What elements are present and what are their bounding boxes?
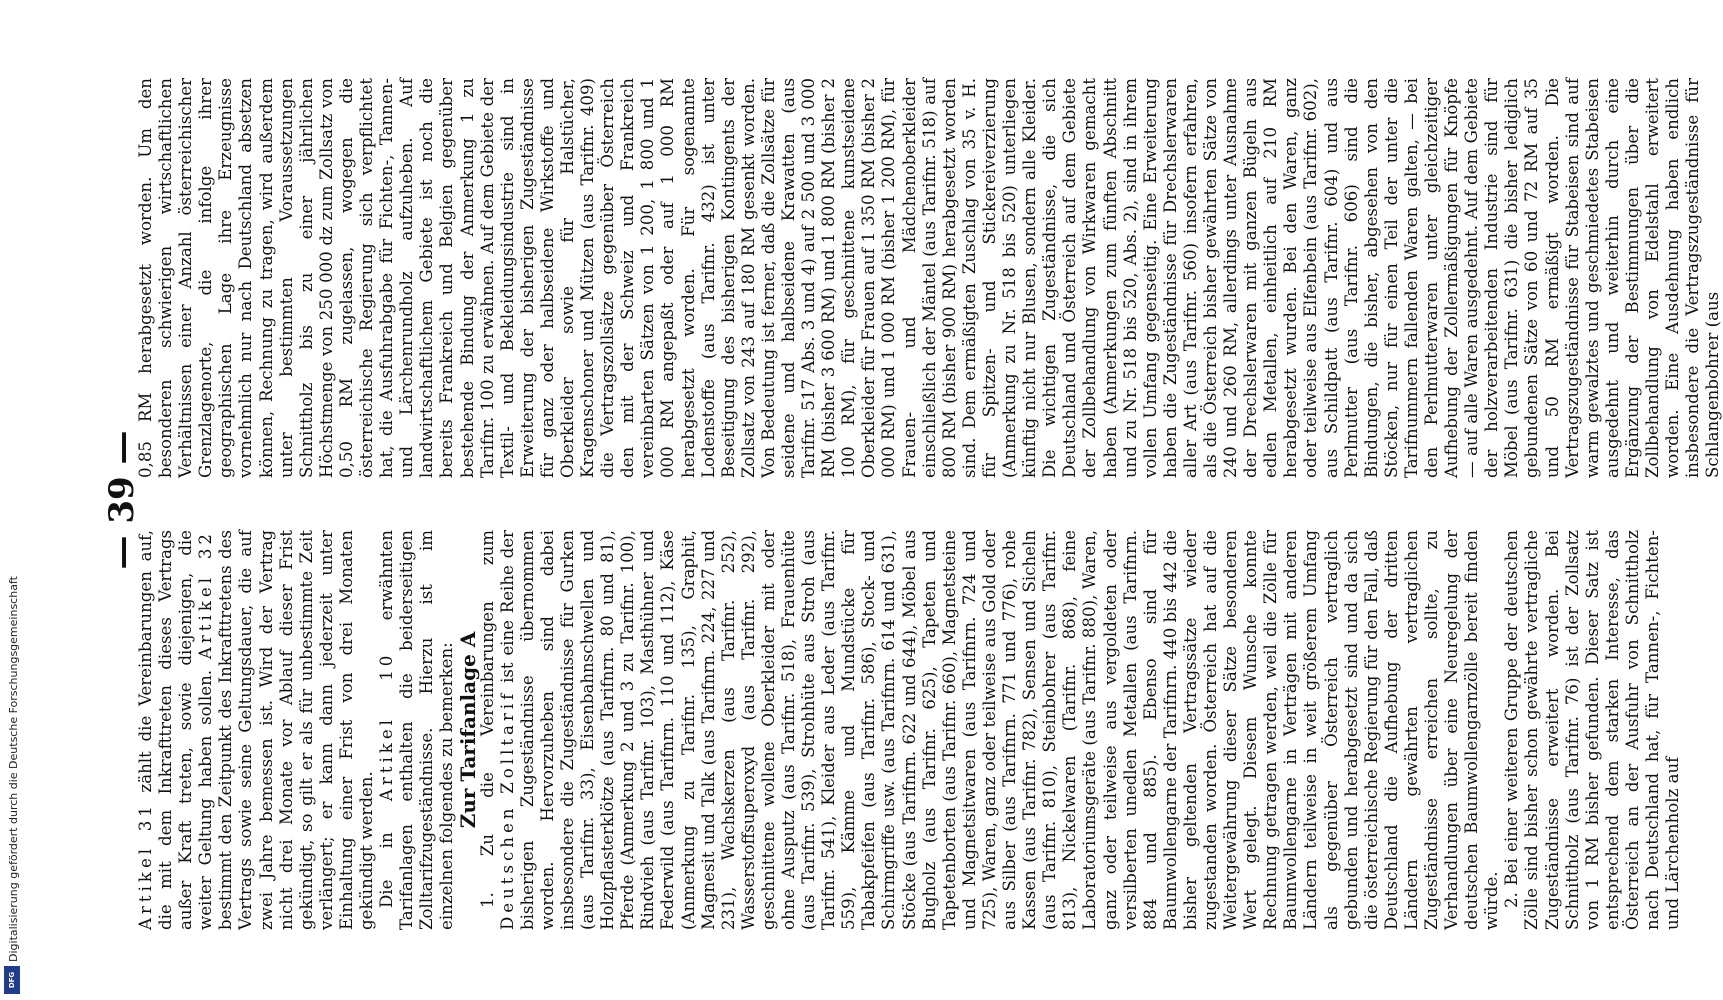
article-10-ref: Artikel 10 — [377, 651, 397, 802]
paragraph-continuation: 0,85 RM herabgesetzt worden. Um den besonderen schwierigen wirtschaftlichen Verhältnissen einer Anzahl österreichischer Grenzlagenorte, die infolge ihrer geographischen Lage ihre Erzeugnisse vornehmlich nur nach Deutschland absetzen können, Rechnung zu tragen, wird außerdem unter bestimmten Voraussetzungen Schnittholz bis zu einer jährlichen Höchstmenge von 250 000 dz zum Zollsatz von 0,50 RM zugelassen, wogegen die österreichische Regierung sich verpflichtet hat, die Ausfuhrabgabe für Fichten-, Tannen- und Lärchenrundholz aufzuheben. Auf landwirtschaftlichem Gebiete ist noch die bereits Frankreich und Belgien gegenüber bestehende Bindung der Anmerkung 1 zu Tarifnr. 100 zu erwähnen. Auf dem Gebiete der Textil- und Bekleidungsindustrie sind in Erweiterung der bisherigen Zugeständnisse für ganz oder halbseidene Wirkstoffe und Oberkleider sowie für Halstücher, Kragenschoner und Mützen (aus Tarifnr. 409) die Vertragszollsätze gegenüber Österreich den mit der Schweiz und Frankreich vereinbarten Sätzen von 1 200, 1 800 und 1 000 RM angepaßt oder auf 1 000 RM herabgesetzt worden. Für sogenannte Lodenstoffe (aus Tarifnr. 432) ist unter Beseitigung des bisherigen Kontingents der Zollsatz von 243 auf 180 RM gesenkt worden. Von Bedeutung ist ferner, daß die Zollsätze für seidene und halbseidene Krawatten (aus Tarifnr. 517 Abs. 3 und 4) auf 2 500 und 3 000 RM (bisher 3 600 RM) und 1 800 RM (bisher 2 100 RM), für geschnittene kunstseidene Oberkleider für Frauen auf 1 350 RM (bisher 2 000 RM) und 1 000 RM (bisher 1 200 RM), für Frauen- und Mädchenoberkleider einschließlich der Mäntel (aus Tarifnr. 518) auf 800 RM (bisher 900 RM) herabgesetzt worden sind. Dem ermäßigten Zuschlag von 35 v. H. für Spitzen- und Stickereiverzierung (Anmerkung zu Nr. 518 bis 520) unterliegen künftig nicht nur Blusen, sondern alle Kleider. Die wichtigen Zugeständnisse, die sich Deutschland und Österreich auf dem Gebiete der Zollbehandlung von Wirkwaren gemacht haben (Anmerkungen zum fünften Abschnitt und zu Nr. 518 bis 520, Abs. 2), sind in ihrem vollen Umfang gegenseitig. Eine Erweiterung haben die Zugeständnisse für Drechslerwaren aller Art (aus Tarifnr. 560) insofern erfahren, als die Österreich bisher gewährten Sätze von 240 und 260 RM, allerdings unter Ausnahme der Drechslerwaren mit ganzen Bügeln aus edlen Metallen, einheitlich auf 210 RM herabgesetzt wurden. Bei den Waren, ganz oder teilweise aus Elfenbein (aus Tarifnr. 602), aus Schildpatt (aus Tarifnr. 604) und aus Perlmutter (aus Tarifnr. 606) sind die Bindungen, die bisher, abgesehen von den Stöcken, nur für einen Teil der unter die Tarifnummern fallenden Waren galten, — bei den Perlmutterwaren unter gleichzeitiger Aufhebung der Zollermäßigungen für Knöpfe — auf alle Waren ausgedehnt. Auf dem Gebiete der holzverarbeitenden Industrie sind für Möbel (aus Tarifnr. 631) die bisher lediglich gebundenen Sätze von 60 und 72 RM auf 35 und 50 RM ermäßigt worden. Die Vertragszugeständnisse für Stabeisen sind auf warm gewalztes und geschmiedetes Stabeisen ausgedehnt und weiterhin durch eine Ergänzung der Bestimmungen über die Zollbehandlung von Edelstahl erweitert worden. Eine Ausdehnung haben endlich insbesondere die Vertragszugeständnisse für Schlangenbohrer (aus — [136, 78, 1723, 478]
logo-text: DFG — [8, 971, 16, 989]
section-heading: Zur Tarifanlage A — [455, 631, 480, 829]
right-column — [136, 78, 1723, 478]
paragraph-text: bestimmt den Zeitpunkt des Inkrafttretens des Vertrags sowie seine Geltungsdauer, die auf zwei Jahre bemessen ist. Wird der Vertrag nicht drei Monate vor Ablauf dieser Frist gekündigt, so gilt er als für unbestimmte Zeit verlängert; er kann dann jederzeit unter Einhaltung einer Frist von drei Monaten gekündigt werden. — [216, 530, 377, 930]
paragraph-text: zählt die Vereinbarungen auf, die mit dem Inkrafttreten dieses Vertrags außer Kraft treten, sowie diejenigen, die weiter Geltung haben sollen. — [136, 529, 216, 930]
paragraph-text: Die in — [377, 801, 397, 908]
footer-credit: Digitalisierung gefördert durch die Deutsche Forschungsgemeinschaft — [7, 576, 20, 962]
page-number: — 39 — — [102, 430, 142, 570]
dfg-logo-icon — [4, 966, 20, 994]
paragraph-text: 1. Zu die Vereinbarungen zum — [477, 530, 497, 908]
paragraph-text: ist eine Reihe der bisherigen Zugeständnisse übernommen worden. Hervorzuheben sind dabei insbesondere die Zugeständnisse für Gurken (aus Tarifnr. 33), Eisenbahnschwellen und Holzpflasterklötze (aus Tarifnrn. 80 und 81), Pferde (Anmerkung 2 und 3 zu Tarifnr. 100), Rindvieh (aus Tarifnr. 103), Masthühner und Federwild (aus Tarifnrn. 110 und 112), Käse (Anmerkung zu Tarifnr. 135), Graphit, Magnesit und Talk (aus Tarifnrn. 224, 227 und 231), Wachskerzen (aus Tarifnr. 252), Wasserstoffsuperoxyd (aus Tarifnr. 292), geschnittene wollene Oberkleider mit oder ohne Ausputz (aus Tarifnr. 518), Frauenhüte (aus Tarifnr. 539), Strohhüte aus Stroh (aus Tarifnr. 541), Kleider aus Leder (aus Tarifnr. 559), Kämme und Mundstücke für Tabakpfeifen (aus Tarifnr. 586), Stock- und Schirmgriffe usw. (aus Tarifnrn. 614 und 631), Stöcke (aus Tarifnrn. 622 und 644), Möbel aus Bugholz (aus Tarifnr. 625), Tapeten und Tapetenborten (aus Tarifnr. 660), Magnetsteine und Magnetsitwaren (aus Tarifnrn. 724 und 725), Waren, ganz oder teilweise aus Gold oder aus Silber (aus Tarifnrn. 771 und 776), rohe Kassen (aus Tarifnr. 782), Sensen und Sicheln (aus Tarifnr. 810), Steinbohrer (aus Tarifnr. 813), Nickelwaren (Tarifnr. 868), feine Laboratoriumsgeräte (aus Tarifnr. 880), Waren, ganz oder teilweise aus vergoldeten oder versilberten unedlen Metallen (aus Tarifnrn. 884 und 885). Ebenso sind für Baumwollengarne der Tarifnrn. 440 bis 442 die bisher geltenden Vertragssätze wieder zugestanden worden. Österreich hat auf die Weitergewährung dieser Sätze besonderen Wert gelegt. Diesem Wunsche konnte Rechnung getragen werden, weil die Zölle für Baumwollengarne in Verträgen mit anderen Ländern teilweise in weit größerem Umfang als gegenüber Österreich vertraglich gebunden und herabgesetzt sind und da sich die österreichische Regierung für den Fall, daß Deutschland die Aufhebung der dritten Ländern gewährten vertraglichen Zugeständnisse erreichen sollte, zu Verhandlungen über eine Neuregelung der deutschen Baumwollengarnzölle bereit finden würde. — [497, 530, 1502, 930]
paragraph-text: erwähnten Tarifanlagen enthalten die beiderseitigen Zolltarifzugeständnisse. Hierzu ist im einzelnen folgendes zu bemerken: — [377, 530, 457, 930]
article-31-ref: Artikel 31 — [136, 802, 155, 930]
paragraph-articles-31-32 — [136, 530, 377, 930]
paragraph-point-1 — [478, 530, 1503, 930]
article-32-ref: Artikel 32 — [196, 530, 216, 660]
digitization-footer — [0, 0, 22, 1000]
paragraph-article-10 — [377, 530, 457, 930]
paragraph-point-2: 2. Bei einer weiteren Gruppe der deutschen Zölle sind bisher schon gewährte vertragliche Zugeständnisse erweitert worden. Bei Schnittholz (aus Tarifnr. 76) ist der Zollsatz von 1 RM bisher gefunden. Dieser Satz ist entsprechend dem starken Interesse, das Österreich an der Ausfuhr von Schnittholz nach Deutschland hat, für Tannen-, Fichten- und Lärchenholz auf — [1502, 530, 1683, 930]
tariff-ref: Deutschen Zolltarif — [497, 689, 517, 930]
left-column — [136, 530, 1683, 930]
